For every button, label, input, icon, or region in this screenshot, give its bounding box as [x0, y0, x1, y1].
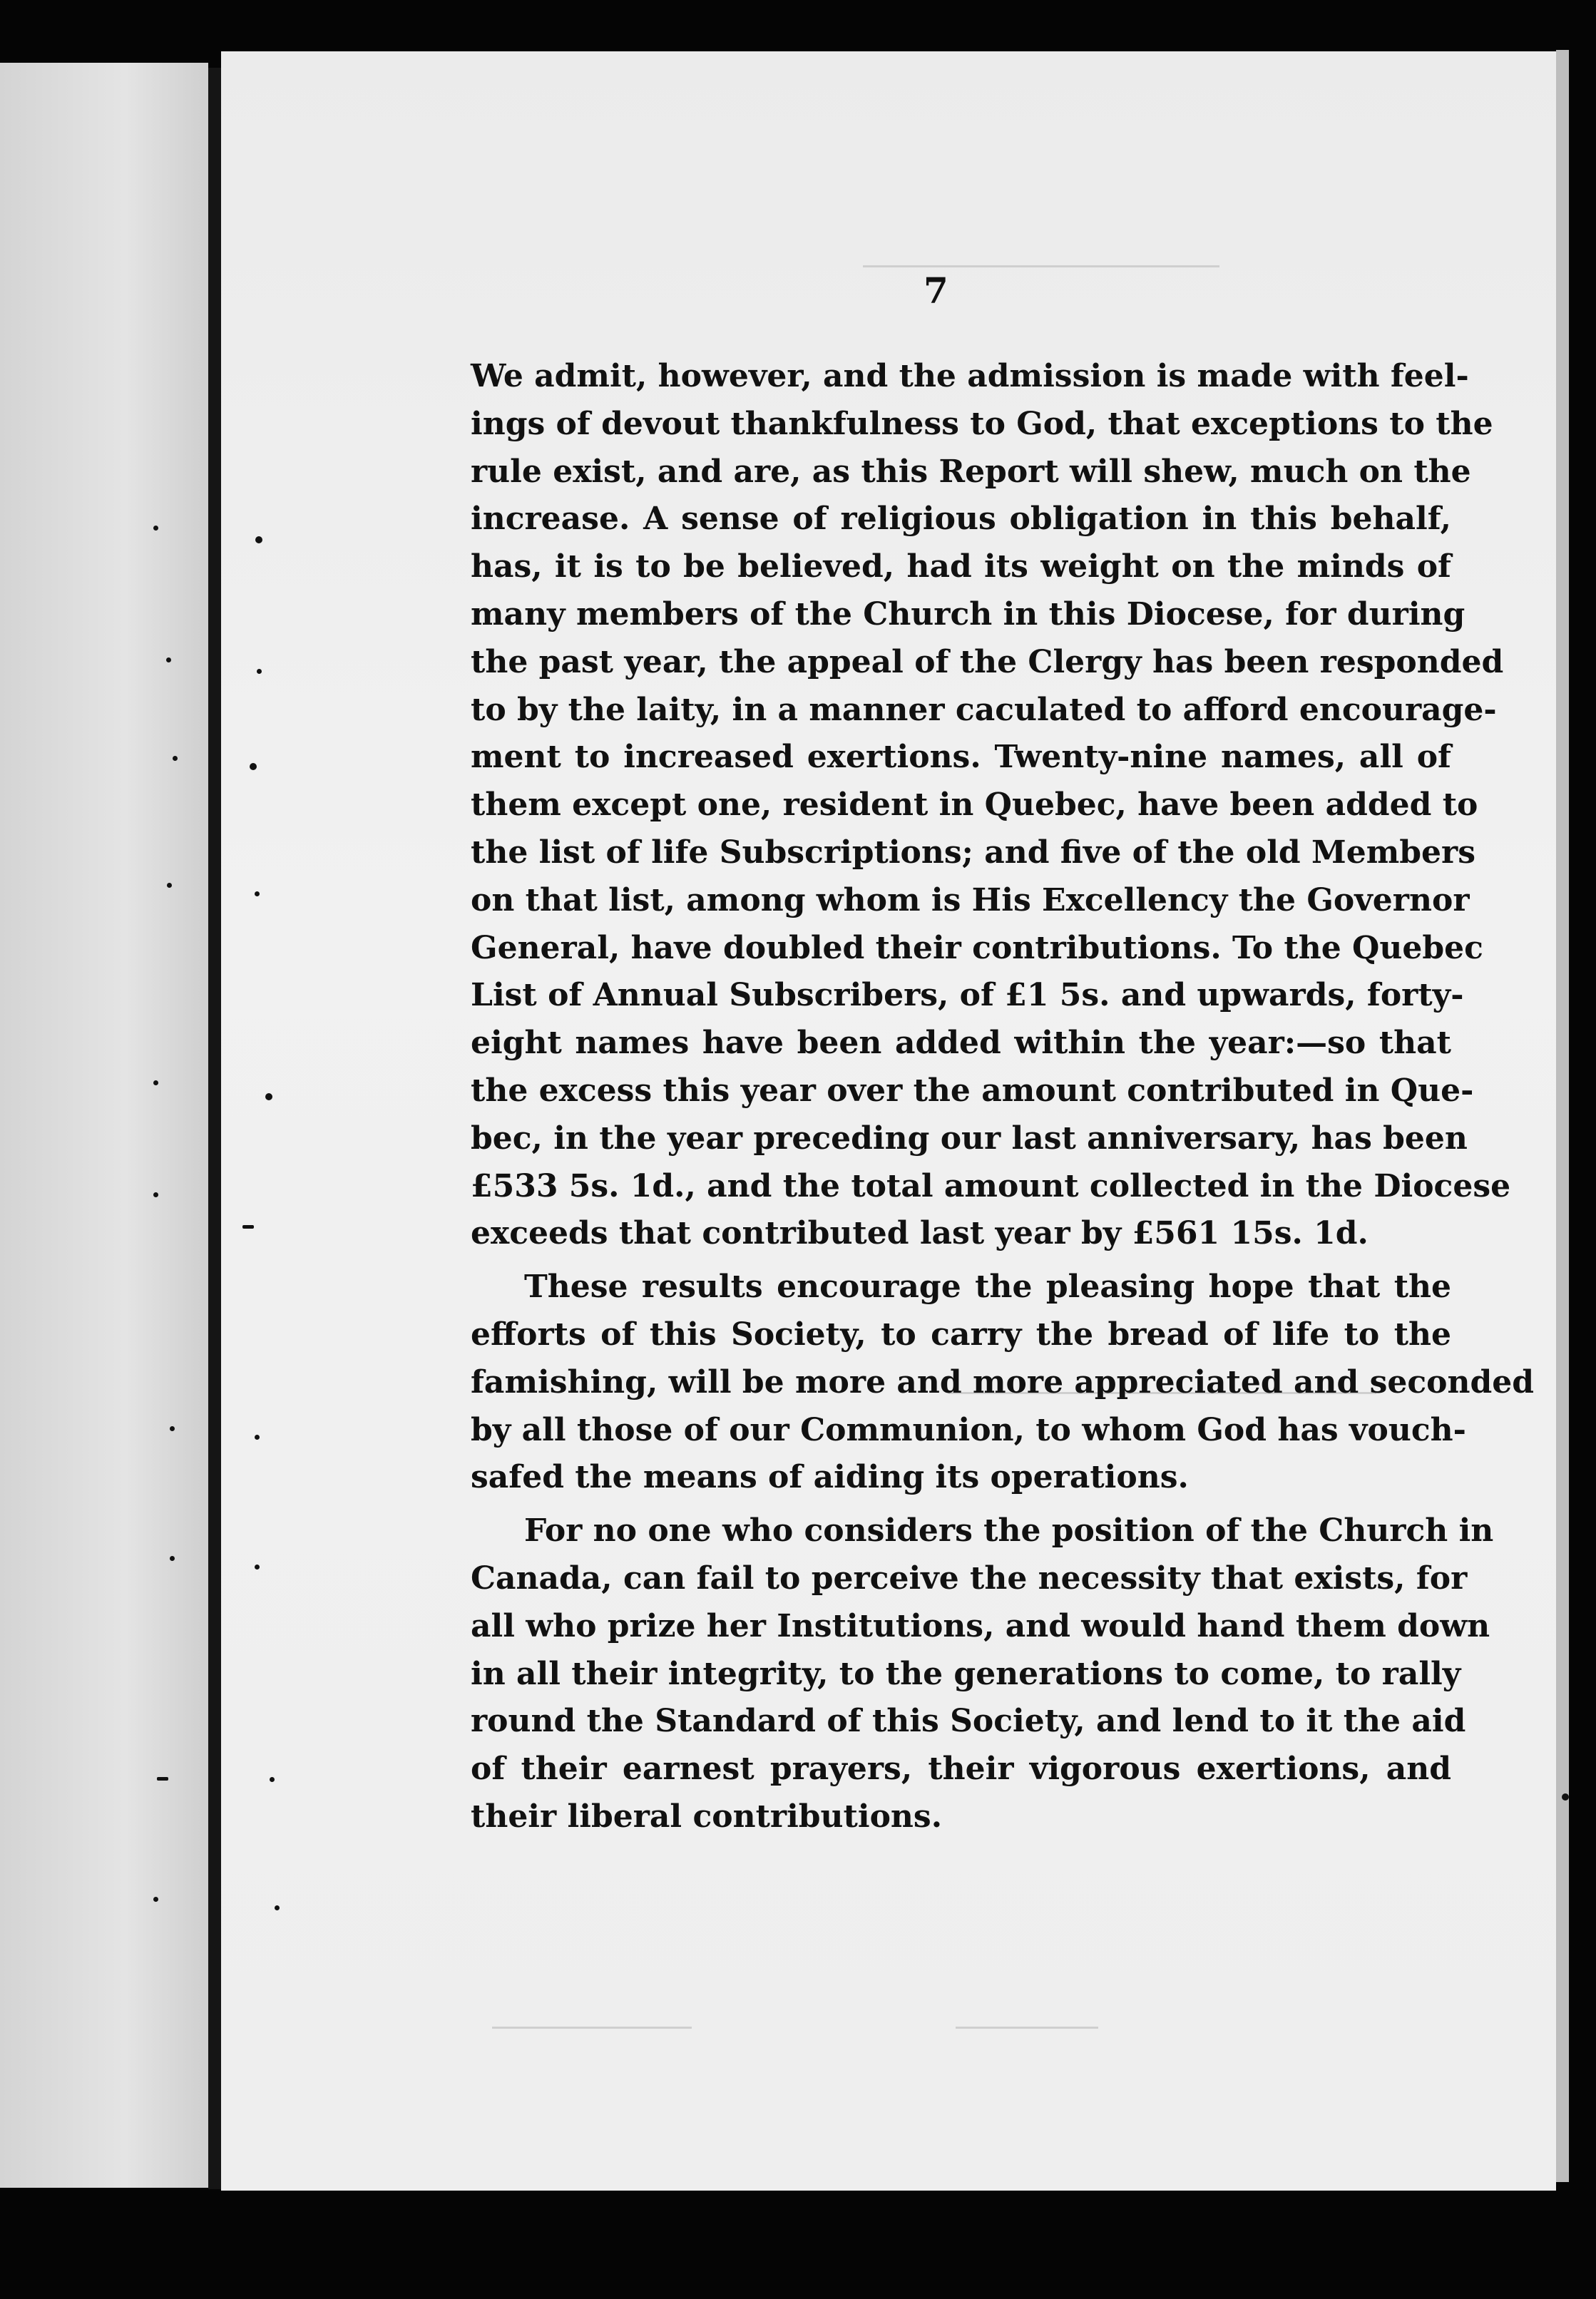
ink-speck — [170, 1426, 175, 1431]
paragraph — [471, 1264, 1535, 1502]
text-line: General, have doubled their contributions. To the Quebec — [471, 929, 1483, 966]
text-line: £533 5s. 1d., and the total amount collected in the Diocese — [471, 1167, 1511, 1204]
text-line: famishing, will be more and more appreciated and seconded — [471, 1363, 1535, 1401]
text-line: eight names have been added within the year:—so that — [471, 1025, 1451, 1062]
text-line: to by the laity, in a manner caculated to afford encourage- — [471, 691, 1497, 728]
text-line: These results encourage the pleasing hope that the — [524, 1269, 1451, 1306]
text-line: has, it is to be believed, had its weight on the minds of — [471, 548, 1451, 585]
text-line: many members of the Church in this Diocese, for during — [471, 595, 1465, 633]
ink-speck — [167, 883, 172, 888]
body-text — [471, 353, 1535, 1841]
ink-speck — [250, 763, 257, 770]
ink-speck — [255, 891, 260, 896]
text-line: them except one, resident in Quebec, have been added to — [471, 787, 1478, 824]
text-line: bec, in the year preceding our last anniversary, has been — [471, 1120, 1468, 1157]
text-line: Canada, can fail to perceive the necessity that exists, for — [471, 1560, 1468, 1597]
ink-speck — [153, 1080, 158, 1085]
text-line: List of Annual Subscribers, of £1 5s. and upwards, forty- — [471, 977, 1464, 1014]
ink-speck — [166, 657, 171, 662]
show-through-line — [956, 2027, 1098, 2029]
ink-speck — [153, 1897, 158, 1902]
text-line: We admit, however, and the admission is made with feel- — [471, 358, 1469, 394]
text-line: all who prize her Institutions, and would hand them down — [471, 1607, 1490, 1644]
text-line: the past year, the appeal of the Clergy has been responded — [471, 643, 1504, 680]
text-line: safed the means of aiding its operations. — [471, 1459, 1189, 1496]
text-line: of their earnest prayers, their vigorous exertions, and — [471, 1751, 1451, 1788]
book-gutter — [208, 68, 221, 2189]
text-line: For no one who considers the position of the Church in — [524, 1512, 1494, 1550]
ink-speck — [275, 1905, 280, 1910]
paragraph — [471, 1507, 1494, 1841]
ink-speck — [265, 1093, 272, 1100]
ink-speck — [157, 1777, 168, 1781]
ink-speck — [242, 1225, 254, 1229]
paragraph — [471, 353, 1511, 1258]
ink-speck — [255, 1565, 260, 1570]
ink-speck — [255, 1435, 260, 1440]
ink-speck — [170, 1556, 175, 1561]
text-line: the excess this year over the amount contributed in Que- — [471, 1072, 1474, 1109]
text-line: their liberal contributions. — [471, 1798, 943, 1835]
text-line: increase. A sense of religious obligation in this behalf, — [471, 501, 1451, 538]
text-line: the list of life Subscriptions; and five of the old Members — [471, 834, 1475, 871]
show-through-line — [863, 265, 1219, 267]
ink-speck — [173, 756, 178, 761]
text-line: rule exist, and are, as this Report will shew, much on the — [471, 453, 1471, 490]
ink-speck — [270, 1777, 275, 1782]
text-line: exceeds that contributed last year by £561 15s. 1d. — [471, 1215, 1369, 1252]
left-page-edge — [0, 63, 208, 2188]
text-line: on that list, among whom is His Excellency the Governor — [471, 881, 1470, 918]
show-through-line — [492, 2027, 692, 2029]
text-line: efforts of this Society, to carry the bread of life to the — [471, 1316, 1451, 1353]
right-page-edge — [1556, 50, 1569, 2182]
text-line: in all their integrity, to the generations to come, to rally — [471, 1655, 1461, 1692]
page-number: 7 — [924, 270, 948, 312]
text-line: ment to increased exertions. Twenty-nine names, all of — [471, 739, 1451, 776]
ink-speck — [153, 526, 158, 531]
ink-speck — [153, 1192, 158, 1197]
ink-speck — [1562, 1793, 1569, 1801]
ink-speck — [257, 669, 262, 674]
text-line: round the Standard of this Society, and lend to it the aid — [471, 1703, 1466, 1740]
ink-speck — [255, 536, 262, 543]
text-line: ings of devout thankfulness to God, that exceptions to the — [471, 405, 1493, 442]
text-line: by all those of our Communion, to whom God has vouch- — [471, 1411, 1466, 1448]
